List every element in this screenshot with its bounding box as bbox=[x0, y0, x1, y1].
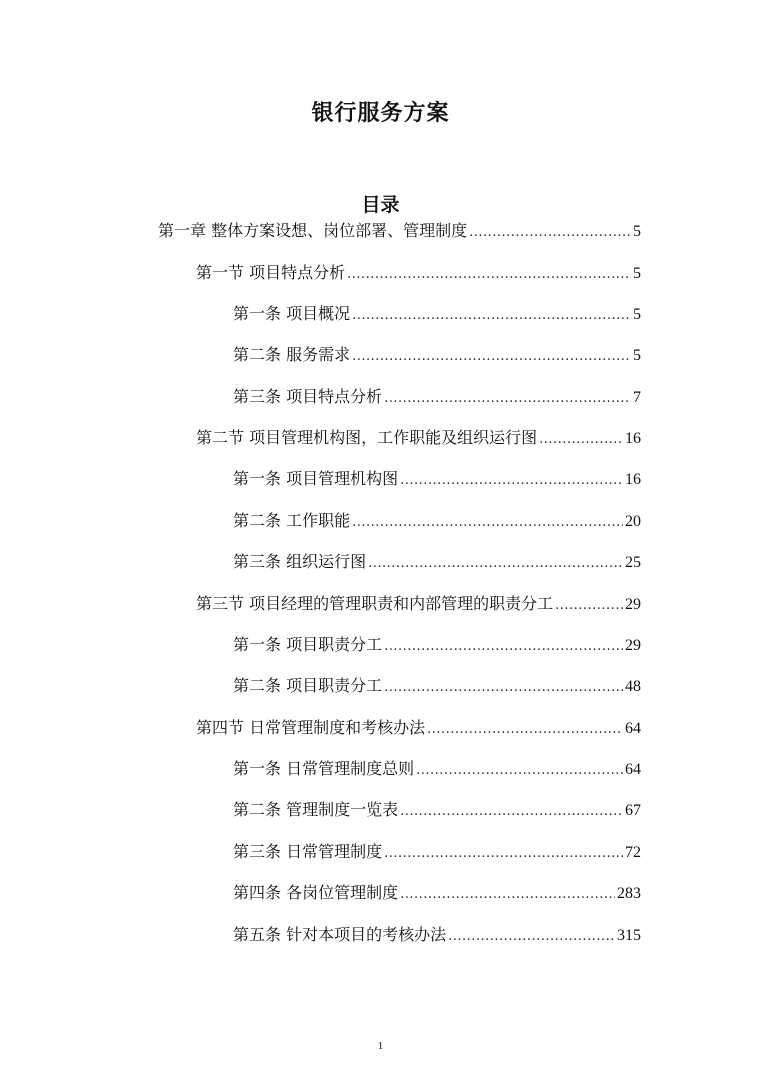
toc-leader-dots bbox=[384, 637, 623, 657]
toc-leader-dots bbox=[400, 802, 623, 822]
toc-entry-page: 20 bbox=[625, 513, 641, 530]
toc-entry-page: 29 bbox=[625, 637, 641, 654]
toc-entry[interactable] bbox=[233, 345, 641, 367]
toc-entry-page: 67 bbox=[625, 802, 641, 819]
toc-entry-page: 16 bbox=[625, 471, 641, 488]
toc-entry-label: 第二条 项目职责分工 bbox=[233, 676, 383, 695]
toc-entry[interactable] bbox=[196, 263, 641, 285]
toc-entry[interactable] bbox=[233, 759, 641, 781]
toc-entry-label: 第四条 各岗位管理制度 bbox=[233, 883, 399, 902]
toc-entry-page: 5 bbox=[633, 265, 641, 282]
toc-entry[interactable] bbox=[233, 304, 641, 326]
toc-leader-dots bbox=[448, 927, 615, 947]
toc-leader-dots bbox=[384, 844, 623, 864]
toc-entry-label: 第二节 项目管理机构图，工作职能及组织运行图 bbox=[196, 428, 538, 447]
toc-entry-label: 第一条 项目职责分工 bbox=[233, 635, 383, 654]
toc-leader-dots bbox=[352, 513, 623, 533]
toc-leader-dots bbox=[400, 471, 623, 491]
toc-leader-dots bbox=[555, 596, 623, 616]
toc-entry-label: 第一条 日常管理制度总则 bbox=[233, 759, 415, 778]
toc-entry-label: 第一章 整体方案设想、岗位部署、管理制度 bbox=[158, 221, 468, 240]
toc-entry-label: 第三节 项目经理的管理职责和内部管理的职责分工 bbox=[196, 594, 554, 613]
toc-entry-page: 72 bbox=[625, 844, 641, 861]
toc-entry-page: 25 bbox=[625, 554, 641, 571]
toc-entry[interactable] bbox=[233, 387, 641, 409]
toc-entry[interactable] bbox=[158, 221, 641, 243]
document-title: 银行服务方案 bbox=[311, 101, 450, 126]
toc-entry[interactable] bbox=[233, 883, 641, 905]
toc-entry-label: 第一节 项目特点分析 bbox=[196, 263, 346, 282]
toc-entry[interactable] bbox=[233, 635, 641, 657]
toc-leader-dots bbox=[368, 554, 623, 574]
toc-entry[interactable] bbox=[233, 800, 641, 822]
toc-leader-dots bbox=[352, 306, 631, 326]
toc-entry-page: 5 bbox=[633, 306, 641, 323]
toc-leader-dots bbox=[427, 720, 623, 740]
toc-entry-page: 64 bbox=[625, 761, 641, 778]
toc-entry-page: 16 bbox=[625, 430, 641, 447]
toc-entry[interactable] bbox=[233, 511, 641, 533]
toc-entry[interactable] bbox=[233, 469, 641, 491]
toc-leader-dots bbox=[469, 223, 631, 243]
toc-entry-page: 5 bbox=[633, 347, 641, 364]
toc-leader-dots bbox=[384, 389, 631, 409]
toc-leader-dots bbox=[400, 885, 615, 905]
toc-entry[interactable] bbox=[196, 428, 641, 450]
toc-entry-label: 第二条 服务需求 bbox=[233, 345, 351, 364]
toc-entry[interactable] bbox=[196, 594, 641, 616]
toc-entry[interactable] bbox=[233, 842, 641, 864]
toc-leader-dots bbox=[539, 430, 623, 450]
toc-entry-page: 29 bbox=[625, 596, 641, 613]
toc-entry-page: 64 bbox=[625, 720, 641, 737]
toc-entry-label: 第三条 组织运行图 bbox=[233, 552, 367, 571]
toc-heading: 目录 bbox=[361, 194, 400, 216]
page-number: 1 bbox=[377, 1040, 384, 1052]
toc-entry[interactable] bbox=[233, 552, 641, 574]
toc-entry-label: 第五条 针对本项目的考核办法 bbox=[233, 925, 447, 944]
toc-entry[interactable] bbox=[233, 925, 641, 947]
toc-entry-label: 第二条 管理制度一览表 bbox=[233, 800, 399, 819]
toc-leader-dots bbox=[384, 678, 623, 698]
toc-entry-label: 第一条 项目概况 bbox=[233, 304, 351, 323]
toc-entry[interactable] bbox=[233, 676, 641, 698]
toc-entry-label: 第三条 日常管理制度 bbox=[233, 842, 383, 861]
toc-entry-label: 第二条 工作职能 bbox=[233, 511, 351, 530]
toc-entry-page: 7 bbox=[633, 389, 641, 406]
toc-entry-label: 第三条 项目特点分析 bbox=[233, 387, 383, 406]
toc-entry[interactable] bbox=[196, 718, 641, 740]
toc-leader-dots bbox=[347, 265, 631, 285]
toc-entry-page: 315 bbox=[617, 927, 641, 944]
toc-entry-page: 5 bbox=[633, 223, 641, 240]
toc-leader-dots bbox=[416, 761, 623, 781]
toc-entry-page: 283 bbox=[617, 885, 641, 902]
toc-entry-label: 第一条 项目管理机构图 bbox=[233, 469, 399, 488]
toc-leader-dots bbox=[352, 347, 631, 367]
toc-entry-page: 48 bbox=[625, 678, 641, 695]
toc-entry-label: 第四节 日常管理制度和考核办法 bbox=[196, 718, 426, 737]
